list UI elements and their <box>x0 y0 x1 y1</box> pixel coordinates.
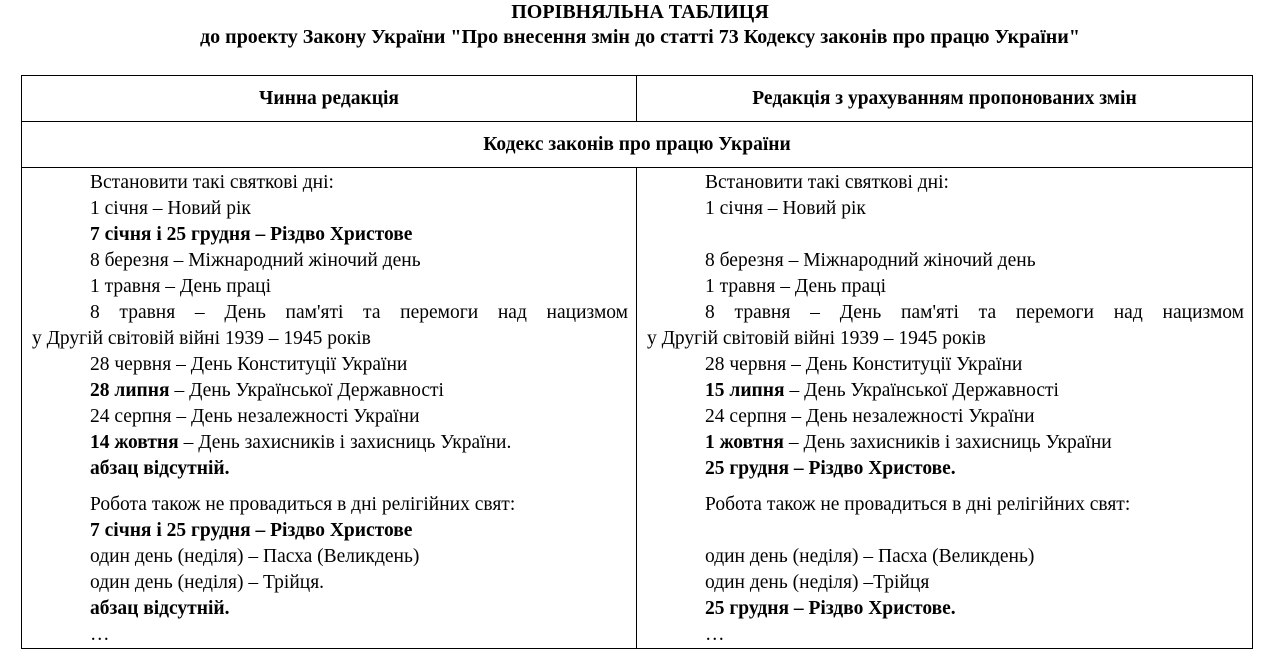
text-line: один день (неділя) – Пасха (Великдень) <box>90 546 420 567</box>
text-line <box>647 596 1244 622</box>
text-line: у Другій світовій війні 1939 – 1945 років <box>647 328 986 349</box>
text-line <box>647 378 1244 404</box>
bold-text: 28 липня <box>90 380 170 401</box>
text-line: 1 травня – День праці <box>705 276 886 297</box>
section-row <box>22 122 1253 168</box>
text-line: 1 січня – Новий рік <box>90 198 251 219</box>
ellipsis: … <box>90 624 110 645</box>
text-line <box>32 456 628 482</box>
bold-text: абзац відсутній. <box>90 458 230 479</box>
text-line: один день (неділя) – Пасха (Великдень) <box>705 546 1035 567</box>
text-line: Встановити такі святкові дні: <box>705 172 949 193</box>
text-line: 8 травня – День пам'яті та перемоги над нацизмом <box>705 302 1244 323</box>
document-title: ПОРІВНЯЛЬНА ТАБЛИЦЯ <box>511 1 769 23</box>
comparison-table <box>21 75 1253 649</box>
text-line: 24 серпня – День незалежності України <box>90 406 420 427</box>
text-line <box>32 518 628 544</box>
bold-text: 25 грудня – Різдво Христове. <box>705 458 956 479</box>
document-subtitle: до проекту Закону України "Про внесення змін до статті 73 Кодексу законів про працю України" <box>200 26 1080 48</box>
text-line: 1 травня – День праці <box>90 276 271 297</box>
empty-line <box>647 222 1244 248</box>
line-text: – День захисників і захисниць України <box>783 432 1112 453</box>
text-line: 24 серпня – День незалежності України <box>705 406 1035 427</box>
bold-text: 25 грудня – Різдво Христове. <box>705 598 956 619</box>
header-current-version: Чинна редакція <box>22 76 637 122</box>
ellipsis: … <box>705 624 725 645</box>
proposed-version-cell <box>637 168 1253 649</box>
text-line <box>647 430 1244 456</box>
text-line: 28 червня – День Конституції України <box>705 354 1023 375</box>
text-line: 8 травня – День пам'яті та перемоги над нацизмом <box>90 302 628 323</box>
text-line: 28 червня – День Конституції України <box>90 354 408 375</box>
bold-text: 15 липня <box>705 380 785 401</box>
empty-line <box>647 518 1244 544</box>
bold-text: 7 січня і 25 грудня – Різдво Христове <box>90 224 413 245</box>
text-line <box>32 222 628 248</box>
line-text: – День захисників і захисниць України. <box>178 432 512 453</box>
line-text: – День Української Державності <box>169 380 444 401</box>
table-header-row <box>22 76 1253 122</box>
content-row <box>22 168 1253 649</box>
bold-text: 1 жовтня <box>705 432 784 453</box>
text-line: один день (неділя) – Трійця. <box>90 572 325 593</box>
text-line: 8 березня – Міжнародний жіночий день <box>90 250 421 271</box>
text-line: Встановити такі святкові дні: <box>90 172 334 193</box>
current-version-cell <box>22 168 637 649</box>
bold-text: 7 січня і 25 грудня – Різдво Христове <box>90 520 413 541</box>
text-line <box>647 456 1244 482</box>
text-line: один день (неділя) –Трійця <box>705 572 930 593</box>
text-line: Робота також не провадиться в дні релігійних свят: <box>705 494 1131 515</box>
text-line <box>32 430 628 456</box>
bold-text: 14 жовтня <box>90 432 179 453</box>
bold-text: абзац відсутній. <box>90 598 230 619</box>
text-line: у Другій світовій війні 1939 – 1945 років <box>32 328 371 349</box>
text-line: 8 березня – Міжнародний жіночий день <box>705 250 1036 271</box>
text-line <box>32 378 628 404</box>
text-line: Робота також не провадиться в дні релігійних свят: <box>90 494 516 515</box>
section-title: Кодекс законів про працю України <box>22 122 1253 168</box>
header-proposed-version: Редакція з урахуванням пропонованих змін <box>637 76 1253 122</box>
line-text: – День Української Державності <box>784 380 1059 401</box>
text-line: 1 січня – Новий рік <box>705 198 866 219</box>
text-line <box>32 596 628 622</box>
